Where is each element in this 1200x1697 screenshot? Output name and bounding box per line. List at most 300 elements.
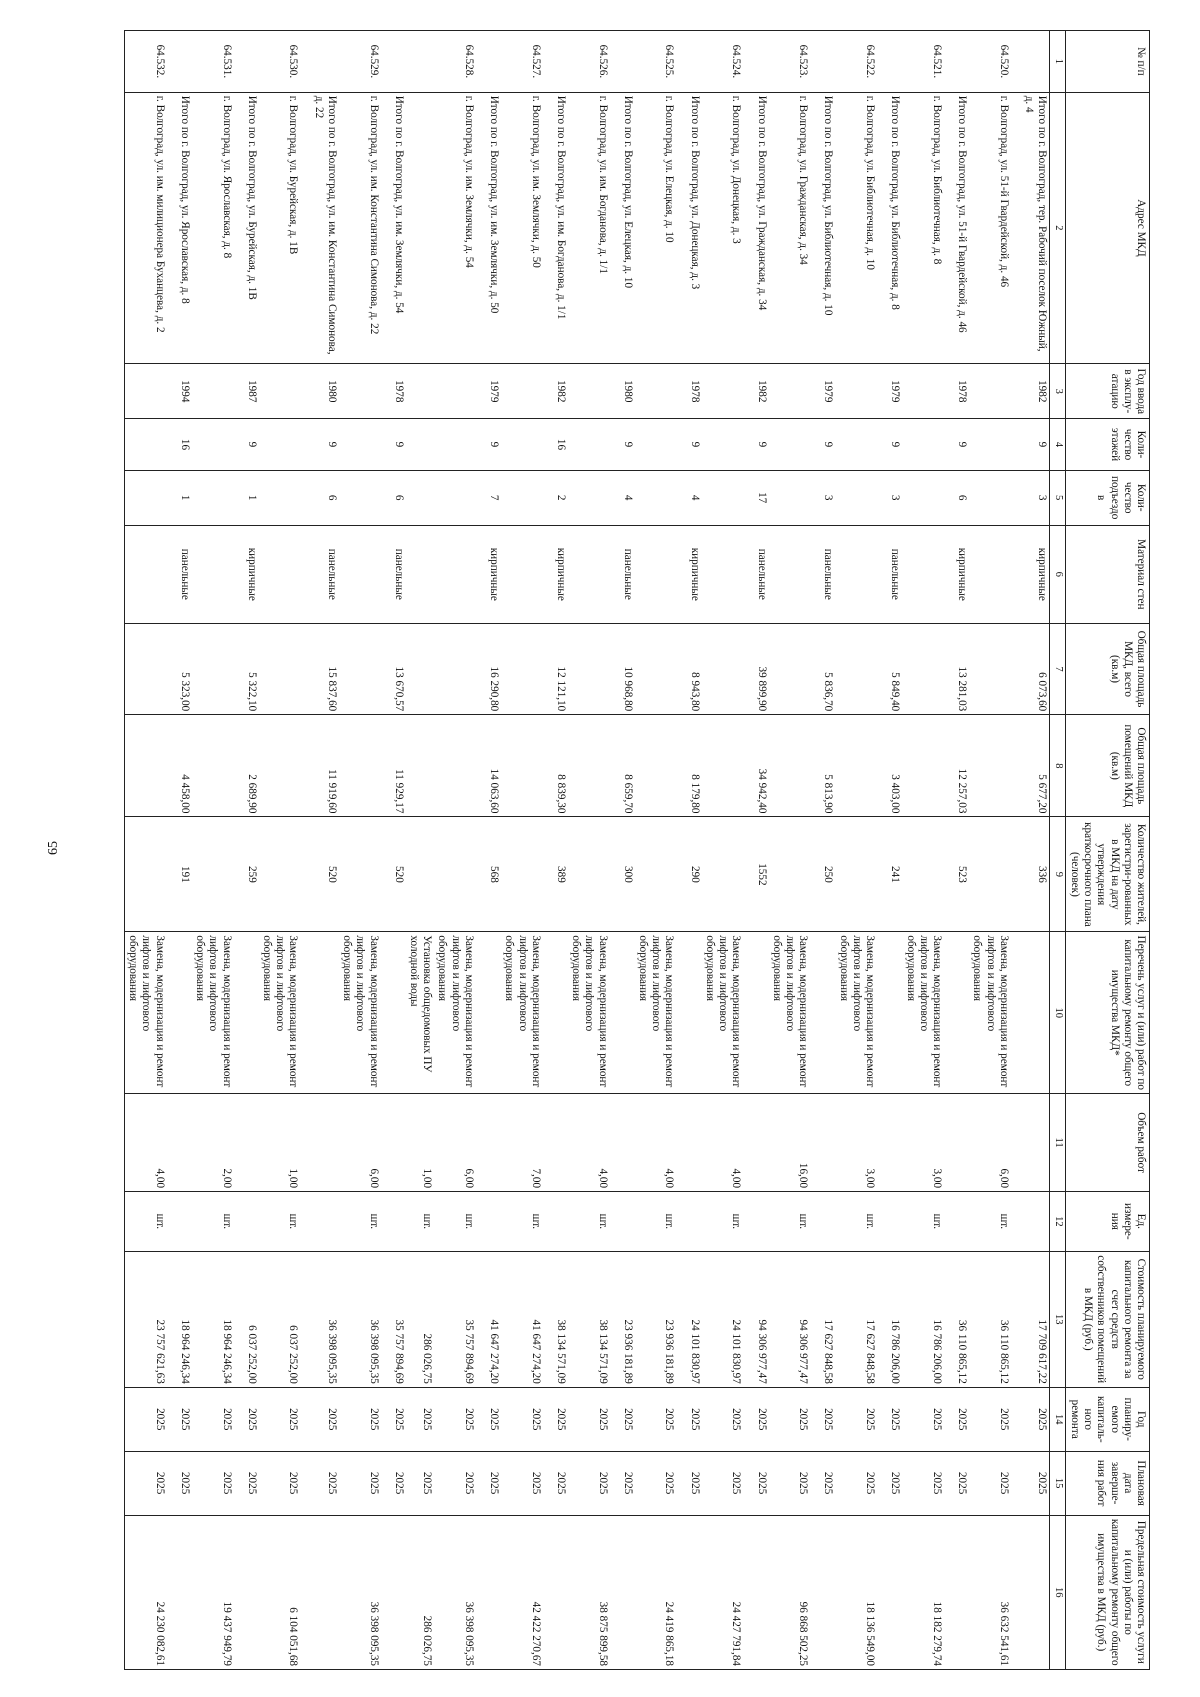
empty-cell: [769, 525, 811, 623]
empty-cell: [234, 623, 244, 715]
empty-cell: [381, 92, 391, 363]
column-header: Объем работ: [1065, 1094, 1149, 1192]
row-gap: [810, 31, 820, 1670]
empty-cell: [125, 470, 167, 525]
cell-end-date: 2025: [310, 1451, 338, 1515]
empty-cell: [1011, 932, 1021, 1094]
empty-cell: [1011, 525, 1021, 623]
empty-cell: [381, 715, 391, 817]
cell-area-total: 8 943,80: [687, 623, 702, 715]
empty-cell: [877, 470, 887, 525]
empty-cell: [406, 419, 434, 470]
cell-max-cost: 42 422 270,67: [501, 1515, 543, 1669]
empty-cell: [610, 1387, 620, 1451]
empty-cell: [167, 1251, 177, 1387]
empty-cell: [810, 525, 820, 623]
cell-volume: 4,00: [568, 1094, 610, 1192]
empty-cell: [902, 623, 944, 715]
cell-entrances: 7: [486, 470, 501, 525]
empty-cell: [501, 419, 543, 470]
empty-cell: [434, 817, 476, 932]
empty-cell: [610, 470, 620, 525]
empty-cell: [553, 1094, 568, 1192]
capital-repair-table: [124, 30, 1150, 1670]
table-row: [259, 31, 301, 1670]
cell-area-total: 16 290,80: [486, 623, 501, 715]
cell-plan-year: 2025: [192, 1387, 234, 1451]
empty-cell: [954, 1192, 969, 1252]
cell-entrances: 4: [687, 470, 702, 525]
cell-address: [406, 92, 434, 363]
empty-cell: [177, 1515, 192, 1669]
cell-address: г. Волгоград, ул. им. Константина Симонова, д. 22: [339, 92, 381, 363]
cell-cost: 38 134 571,09: [553, 1251, 568, 1387]
empty-cell: [1011, 364, 1021, 419]
empty-cell: [486, 31, 501, 93]
column-header: Материал стен: [1065, 525, 1149, 623]
cell-cost: 41 647 274,20: [486, 1251, 501, 1387]
empty-cell: [877, 525, 887, 623]
empty-cell: [553, 932, 568, 1094]
empty-cell: [167, 31, 177, 93]
empty-cell: [476, 1251, 486, 1387]
empty-cell: [835, 364, 877, 419]
cell-year: 1979: [486, 364, 501, 419]
empty-cell: [810, 623, 820, 715]
cell-year: 1982: [1021, 364, 1050, 419]
empty-cell: [677, 715, 687, 817]
empty-cell: [568, 419, 610, 470]
empty-cell: [1021, 932, 1050, 1094]
empty-cell: [300, 623, 310, 715]
row-gap: [543, 31, 553, 1670]
cell-end-date: 2025: [125, 1451, 167, 1515]
empty-cell: [944, 525, 954, 623]
empty-cell: [944, 817, 954, 932]
empty-cell: [702, 623, 744, 715]
row-gap: [677, 31, 687, 1670]
cell-plan-year: 2025: [702, 1387, 744, 1451]
empty-cell: [944, 470, 954, 525]
empty-cell: [125, 419, 167, 470]
total-row: [1021, 31, 1050, 1670]
empty-cell: [486, 1192, 501, 1252]
cell-area-rooms: 12 257,03: [954, 715, 969, 817]
empty-cell: [476, 419, 486, 470]
cell-cost: 24 101 830,97: [702, 1251, 744, 1387]
empty-cell: [835, 715, 877, 817]
cell-num: 64.531.: [192, 31, 234, 93]
empty-cell: [1011, 1192, 1021, 1252]
cell-year: 1980: [620, 364, 635, 419]
cell-work: Замена, модернизация и ремонт лифтов и лифтового оборудования: [702, 932, 744, 1094]
cell-plan-year: 2025: [753, 1387, 768, 1451]
cell-num: 64.529.: [339, 31, 381, 93]
cell-unit: шт.: [125, 1192, 167, 1252]
cell-end-date: 2025: [568, 1451, 610, 1515]
empty-cell: [944, 932, 954, 1094]
cell-material: кирпичные: [954, 525, 969, 623]
empty-cell: [687, 1515, 702, 1669]
empty-cell: [234, 92, 244, 363]
cell-area-total: 13 670,57: [391, 623, 406, 715]
cell-plan-year: 2025: [434, 1387, 476, 1451]
row-gap: [234, 31, 244, 1670]
cell-address: Итого по г. Волгоград, тер. Рабочий поселок Южный, д. 4: [1021, 92, 1050, 363]
column-number: 12: [1050, 1192, 1065, 1252]
cell-unit: шт.: [568, 1192, 610, 1252]
empty-cell: [635, 525, 677, 623]
cell-plan-year: 2025: [568, 1387, 610, 1451]
empty-cell: [543, 1451, 553, 1515]
cell-num: 64.527.: [501, 31, 543, 93]
empty-cell: [234, 470, 244, 525]
cell-max-cost: 24 230 082,61: [125, 1515, 167, 1669]
cell-material: кирпичные: [687, 525, 702, 623]
cell-end-date: 2025: [687, 1451, 702, 1515]
cell-volume: 6,00: [969, 1094, 1011, 1192]
cell-address: Итого по г. Волгоград, ул. им. Константина Симонова, д. 22: [310, 92, 338, 363]
total-row: [391, 31, 406, 1670]
empty-cell: [610, 92, 620, 363]
cell-volume: 1,00: [406, 1094, 434, 1192]
empty-cell: [810, 419, 820, 470]
empty-cell: [887, 1094, 902, 1192]
cell-entrances: 6: [391, 470, 406, 525]
cell-end-date: 2025: [820, 1451, 835, 1515]
empty-cell: [434, 623, 476, 715]
cell-area-rooms: 34 942,40: [753, 715, 768, 817]
empty-cell: [381, 1251, 391, 1387]
empty-cell: [300, 932, 310, 1094]
cell-area-total: 39 899,90: [753, 623, 768, 715]
empty-cell: [234, 1192, 244, 1252]
empty-cell: [944, 1451, 954, 1515]
cell-entrances: 3: [887, 470, 902, 525]
empty-cell: [944, 1094, 954, 1192]
empty-cell: [476, 932, 486, 1094]
empty-cell: [810, 364, 820, 419]
empty-cell: [192, 623, 234, 715]
empty-cell: [969, 364, 1011, 419]
cell-year: 1982: [753, 364, 768, 419]
cell-plan-year: 2025: [177, 1387, 192, 1451]
table-row: [406, 31, 434, 1670]
empty-cell: [877, 1515, 887, 1669]
column-number: 13: [1050, 1251, 1065, 1387]
empty-cell: [687, 932, 702, 1094]
empty-cell: [820, 31, 835, 93]
cell-end-date: 2025: [192, 1451, 234, 1515]
empty-cell: [192, 715, 234, 817]
empty-cell: [192, 364, 234, 419]
row-gap: [944, 31, 954, 1670]
cell-address: Итого по г. Волгоград, ул. им. Землячки, д. 50: [486, 92, 501, 363]
cell-year: 1979: [887, 364, 902, 419]
empty-cell: [568, 525, 610, 623]
table-row: [434, 31, 476, 1670]
empty-cell: [381, 932, 391, 1094]
empty-cell: [543, 1251, 553, 1387]
empty-cell: [944, 31, 954, 93]
column-header: Стоимость планируемого капитального ремонта за счет средств собственников помещений в МКД (руб.): [1065, 1251, 1149, 1387]
cell-year: 1978: [954, 364, 969, 419]
empty-cell: [300, 525, 310, 623]
empty-cell: [381, 525, 391, 623]
empty-cell: [743, 715, 753, 817]
empty-cell: [610, 932, 620, 1094]
cell-plan-year: 2025: [406, 1387, 434, 1451]
empty-cell: [476, 715, 486, 817]
empty-cell: [944, 364, 954, 419]
empty-cell: [620, 31, 635, 93]
cell-cost: 23 757 621,63: [125, 1251, 167, 1387]
empty-cell: [877, 364, 887, 419]
empty-cell: [406, 470, 434, 525]
empty-cell: [543, 817, 553, 932]
empty-cell: [167, 1515, 177, 1669]
cell-unit: шт.: [501, 1192, 543, 1252]
table-header: [1050, 31, 1150, 1670]
empty-cell: [381, 364, 391, 419]
cell-volume: 3,00: [902, 1094, 944, 1192]
empty-cell: [944, 419, 954, 470]
cell-material: панельные: [820, 525, 835, 623]
cell-material: кирпичные: [1021, 525, 1050, 623]
empty-cell: [1011, 1094, 1021, 1192]
total-row: [486, 31, 501, 1670]
empty-cell: [310, 1192, 338, 1252]
empty-cell: [300, 1094, 310, 1192]
empty-cell: [300, 1192, 310, 1252]
column-header: Коли-чество подъездо в: [1065, 470, 1149, 525]
cell-end-date: 2025: [177, 1451, 192, 1515]
empty-cell: [902, 364, 944, 419]
empty-cell: [476, 1515, 486, 1669]
cell-residents: 389: [553, 817, 568, 932]
total-row: [620, 31, 635, 1670]
cell-work: Замена, модернизация и ремонт лифтов и лифтового оборудования: [259, 932, 301, 1094]
table-row: [702, 31, 744, 1670]
empty-cell: [1011, 1515, 1021, 1669]
empty-cell: [300, 419, 310, 470]
cell-num: 64.523.: [769, 31, 811, 93]
total-row: [687, 31, 702, 1670]
table-body: [125, 31, 1050, 1670]
cell-end-date: 2025: [259, 1451, 301, 1515]
empty-cell: [167, 470, 177, 525]
empty-cell: [702, 419, 744, 470]
column-header: № п/п: [1065, 31, 1149, 93]
cell-unit: шт.: [902, 1192, 944, 1252]
column-header: Общая площадь помещений МКД (кв.м): [1065, 715, 1149, 817]
cell-entrances: 3: [1021, 470, 1050, 525]
cell-year: 1994: [177, 364, 192, 419]
empty-cell: [877, 31, 887, 93]
empty-cell: [167, 623, 177, 715]
empty-cell: [753, 1192, 768, 1252]
empty-cell: [300, 715, 310, 817]
empty-cell: [969, 817, 1011, 932]
cell-address: г. Волгоград, ул. Библиотечная, д. 8: [902, 92, 944, 363]
column-header: Количество жителей, зарегистри-рованных в МКД на дату утверждения краткосрочного плана (человек): [1065, 817, 1149, 932]
cell-num: 64.526.: [568, 31, 610, 93]
cell-entrances: 6: [954, 470, 969, 525]
empty-cell: [192, 817, 234, 932]
cell-residents: 568: [486, 817, 501, 932]
empty-cell: [810, 932, 820, 1094]
empty-cell: [434, 364, 476, 419]
empty-cell: [177, 1192, 192, 1252]
empty-cell: [969, 715, 1011, 817]
empty-cell: [391, 1515, 406, 1669]
empty-cell: [610, 1451, 620, 1515]
cell-plan-year: 2025: [969, 1387, 1011, 1451]
empty-cell: [300, 31, 310, 93]
cell-material: кирпичные: [553, 525, 568, 623]
cell-area-total: 13 281,03: [954, 623, 969, 715]
empty-cell: [234, 1251, 244, 1387]
column-number: 15: [1050, 1451, 1065, 1515]
empty-cell: [743, 525, 753, 623]
column-header: Коли-чество этажей: [1065, 419, 1149, 470]
cell-cost: 18 964 246,34: [177, 1251, 192, 1387]
cell-address: г. Волгоград, ул. Елецкая, д. 10: [635, 92, 677, 363]
empty-cell: [339, 817, 381, 932]
empty-cell: [177, 31, 192, 93]
empty-cell: [381, 1515, 391, 1669]
empty-cell: [543, 470, 553, 525]
empty-cell: [434, 419, 476, 470]
empty-cell: [743, 1387, 753, 1451]
cell-cost: 94 306 977,47: [769, 1251, 811, 1387]
empty-cell: [259, 817, 301, 932]
total-row: [310, 31, 338, 1670]
cell-num: 64.528.: [434, 31, 476, 93]
empty-cell: [300, 364, 310, 419]
column-header: Предельная стоимость услуги и (или) работы по капитальному ремонту общего имущества в МКД (руб.): [1065, 1515, 1149, 1669]
cell-area-total: 12 121,10: [553, 623, 568, 715]
empty-cell: [944, 1192, 954, 1252]
empty-cell: [381, 31, 391, 93]
empty-cell: [877, 715, 887, 817]
cell-residents: 1552: [753, 817, 768, 932]
cell-max-cost: 24 427 791,84: [702, 1515, 744, 1669]
cell-end-date: 2025: [887, 1451, 902, 1515]
cell-year: 1978: [391, 364, 406, 419]
cell-cost: 36 398 095,35: [310, 1251, 338, 1387]
cell-area-rooms: 14 063,60: [486, 715, 501, 817]
empty-cell: [553, 31, 568, 93]
empty-cell: [391, 1192, 406, 1252]
cell-address: г. Волгоград, ул. 51-й Гвардейской, д. 46: [969, 92, 1011, 363]
row-gap: [743, 31, 753, 1670]
empty-cell: [381, 623, 391, 715]
cell-address: г. Волгоград, ул. им. Землячки, д. 54: [434, 92, 476, 363]
empty-cell: [810, 31, 820, 93]
empty-cell: [406, 623, 434, 715]
cell-plan-year: 2025: [553, 1387, 568, 1451]
cell-end-date: 2025: [969, 1451, 1011, 1515]
cell-cost: 17 709 617,22: [1021, 1251, 1050, 1387]
empty-cell: [677, 1192, 687, 1252]
empty-cell: [167, 817, 177, 932]
empty-cell: [244, 1094, 259, 1192]
cell-volume: 7,00: [501, 1094, 543, 1192]
cell-material: кирпичные: [244, 525, 259, 623]
empty-cell: [877, 817, 887, 932]
cell-volume: 3,00: [835, 1094, 877, 1192]
cell-cost: 36 110 865,12: [954, 1251, 969, 1387]
cell-max-cost: 38 875 899,58: [568, 1515, 610, 1669]
empty-cell: [702, 715, 744, 817]
cell-area-rooms: 4 458,00: [177, 715, 192, 817]
cell-plan-year: 2025: [635, 1387, 677, 1451]
cell-residents: 241: [887, 817, 902, 932]
cell-num: 64.525.: [635, 31, 677, 93]
cell-max-cost: 36 632 541,61: [969, 1515, 1011, 1669]
rotated-page: [50, 30, 1150, 1670]
empty-cell: [391, 932, 406, 1094]
empty-cell: [677, 92, 687, 363]
empty-cell: [810, 92, 820, 363]
empty-cell: [568, 817, 610, 932]
cell-floors: 9: [244, 419, 259, 470]
cell-address: г. Волгоград, ул. Бурейская, д. 1В: [259, 92, 301, 363]
cell-floors: 9: [954, 419, 969, 470]
empty-cell: [743, 364, 753, 419]
cell-plan-year: 2025: [620, 1387, 635, 1451]
cell-end-date: 2025: [835, 1451, 877, 1515]
empty-cell: [635, 623, 677, 715]
empty-cell: [434, 715, 476, 817]
cell-entrances: 1: [244, 470, 259, 525]
empty-cell: [702, 364, 744, 419]
total-row: [820, 31, 835, 1670]
empty-cell: [677, 1387, 687, 1451]
cell-material: панельные: [887, 525, 902, 623]
empty-cell: [887, 932, 902, 1094]
empty-cell: [310, 1094, 338, 1192]
empty-cell: [969, 623, 1011, 715]
empty-cell: [244, 1192, 259, 1252]
column-header: Общая площадь МКД, всего (кв.м): [1065, 623, 1149, 715]
empty-cell: [610, 419, 620, 470]
empty-cell: [234, 419, 244, 470]
empty-cell: [743, 1515, 753, 1669]
cell-max-cost: 18 136 549,00: [835, 1515, 877, 1669]
cell-cost: 35 757 894,69: [391, 1251, 406, 1387]
empty-cell: [543, 1094, 553, 1192]
empty-cell: [125, 623, 167, 715]
cell-plan-year: 2025: [954, 1387, 969, 1451]
cell-entrances: 4: [620, 470, 635, 525]
cell-unit: шт.: [835, 1192, 877, 1252]
cell-work: Замена, модернизация и ремонт лифтов и лифтового оборудования: [434, 932, 476, 1094]
empty-cell: [810, 1094, 820, 1192]
empty-cell: [167, 525, 177, 623]
empty-cell: [310, 932, 338, 1094]
column-number: 14: [1050, 1387, 1065, 1451]
cell-address: Итого по г. Волгоград, ул. Библиотечная, д. 10: [820, 92, 835, 363]
cell-unit: шт.: [969, 1192, 1011, 1252]
cell-unit: шт.: [769, 1192, 811, 1252]
cell-plan-year: 2025: [125, 1387, 167, 1451]
empty-cell: [835, 817, 877, 932]
cell-residents: 523: [954, 817, 969, 932]
cell-unit: шт.: [635, 1192, 677, 1252]
empty-cell: [234, 1515, 244, 1669]
